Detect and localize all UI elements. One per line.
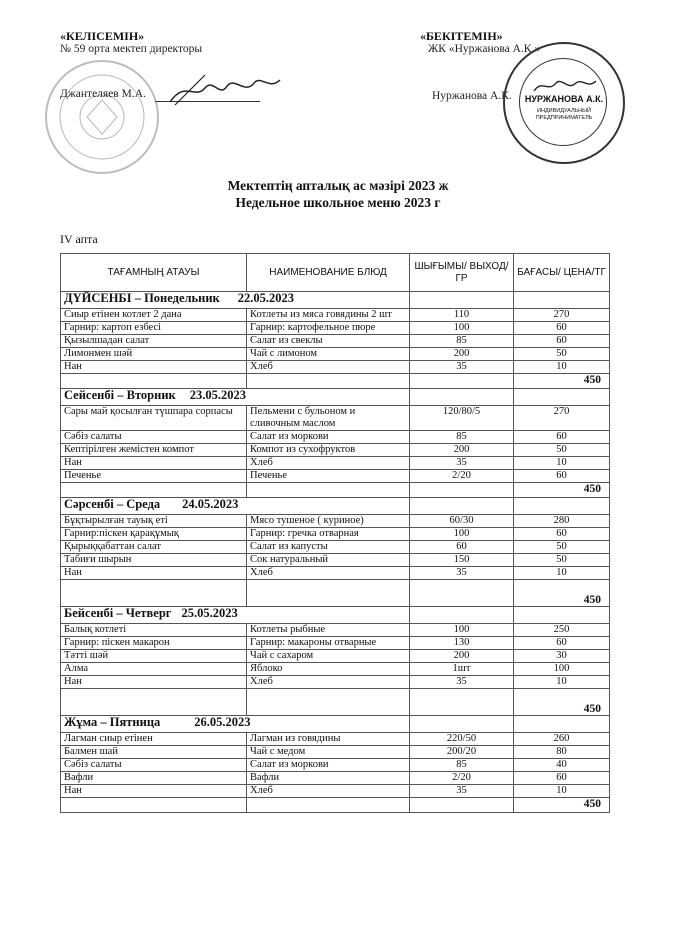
dish-output: 85 xyxy=(410,335,514,348)
table-row xyxy=(61,541,610,554)
signature-right xyxy=(530,75,600,97)
dish-price: 10 xyxy=(514,676,610,689)
table-row xyxy=(61,637,610,650)
dish-output: 200/20 xyxy=(410,746,514,759)
dish-name-kz: Лимонмен шәй xyxy=(61,348,247,361)
dish-output: 220/50 xyxy=(410,733,514,746)
dish-name-kz: Сары май қосылған түшпара сорпасы xyxy=(61,406,247,431)
table-row xyxy=(61,528,610,541)
dish-name-kz: Сәбіз салаты xyxy=(61,759,247,772)
approval-left-title: «КЕЛІСЕМІН» xyxy=(60,29,145,43)
dish-name-ru: Сок натуральный xyxy=(247,554,410,567)
col-header-kz: ТАҒАМНЫҢ АТАУЫ xyxy=(61,254,247,292)
entrepreneur-stamp xyxy=(503,42,625,164)
day-date: 25.05.2023 xyxy=(181,606,238,620)
table-header-row xyxy=(61,254,610,292)
week-label: IV апта xyxy=(60,232,98,246)
dish-price: 80 xyxy=(514,746,610,759)
dish-price: 10 xyxy=(514,785,610,798)
day-name: ДҮЙСЕНБІ – Понедельник xyxy=(64,291,220,305)
dish-output: 150 xyxy=(410,554,514,567)
day-date: 23.05.2023 xyxy=(189,388,246,402)
day-total: 450 xyxy=(514,689,610,716)
dish-price: 60 xyxy=(514,637,610,650)
dish-name-kz: Балмен шай xyxy=(61,746,247,759)
dish-name-ru: Гарнир: картофельное пюре xyxy=(247,322,410,335)
dish-name-ru: Котлеты рыбные xyxy=(247,624,410,637)
day-name: Сейсенбі – Вторник xyxy=(64,388,176,402)
table-row xyxy=(61,567,610,580)
dish-output: 60/30 xyxy=(410,515,514,528)
col-header-ru: НАИМЕНОВАНИЕ БЛЮД xyxy=(247,254,410,292)
table-row xyxy=(61,785,610,798)
dish-name-kz: Тәтті шәй xyxy=(61,650,247,663)
dish-name-ru: Яблоко xyxy=(247,663,410,676)
day-cell xyxy=(61,716,410,733)
table-row xyxy=(61,759,610,772)
dish-output: 85 xyxy=(410,431,514,444)
dish-output: 100 xyxy=(410,528,514,541)
dish-name-ru: Гарнир: гречка отварная xyxy=(247,528,410,541)
day-date: 26.05.2023 xyxy=(194,715,251,729)
dish-output: 200 xyxy=(410,444,514,457)
dish-price: 250 xyxy=(514,624,610,637)
table-row xyxy=(61,746,610,759)
dish-name-kz: Нан xyxy=(61,361,247,374)
approval-right-title: «БЕКІТЕМІН» xyxy=(420,29,503,43)
day-total: 450 xyxy=(514,798,610,813)
dish-name-ru: Чай с медом xyxy=(247,746,410,759)
col-header-output: ШЫҒЫМЫ/ ВЫХОД/ГР xyxy=(410,254,514,292)
table-row xyxy=(61,444,610,457)
table-row xyxy=(61,663,610,676)
dish-name-ru: Пельмени с бульоном и сливочным маслом xyxy=(247,406,410,431)
dish-price: 50 xyxy=(514,554,610,567)
day-total: 450 xyxy=(514,374,610,389)
day-date: 24.05.2023 xyxy=(182,497,239,511)
stamp-name: НУРЖАНОВА А.К. xyxy=(524,94,604,104)
approval-left-name: Джантеляев М.А. xyxy=(60,88,146,100)
dish-output: 200 xyxy=(410,650,514,663)
stamp-role: ИНДИВИДУАЛЬНЫЙ ПРЕДПРИНИМАТЕЛЬ xyxy=(535,108,593,121)
table-row xyxy=(61,650,610,663)
dish-output: 35 xyxy=(410,457,514,470)
dish-price: 10 xyxy=(514,567,610,580)
dish-name-kz: Табиғи шырын xyxy=(61,554,247,567)
dish-price: 60 xyxy=(514,528,610,541)
dish-name-ru: Печенье xyxy=(247,470,410,483)
day-name: Бейсенбі – Четверг xyxy=(64,606,172,620)
menu-title-ru: Недельное школьное меню 2023 г xyxy=(235,195,441,210)
dish-name-kz: Вафли xyxy=(61,772,247,785)
col-header-price: БАҒАСЫ/ ЦЕНА/ТГ xyxy=(514,254,610,292)
table-row xyxy=(61,309,610,322)
table-row xyxy=(61,515,610,528)
table-row xyxy=(61,406,610,431)
dish-output: 35 xyxy=(410,361,514,374)
dish-price: 270 xyxy=(514,309,610,322)
table-row xyxy=(61,361,610,374)
day-total: 450 xyxy=(514,580,610,607)
dish-price: 280 xyxy=(514,515,610,528)
dish-name-kz: Лагман сиыр етінен xyxy=(61,733,247,746)
day-name: Сәрсенбі – Среда xyxy=(64,497,161,511)
dish-name-ru: Вафли xyxy=(247,772,410,785)
day-total: 450 xyxy=(514,483,610,498)
dish-price: 30 xyxy=(514,650,610,663)
approval-right-name: Нуржанова А.К. xyxy=(432,90,512,102)
day-row xyxy=(61,389,610,406)
total-row xyxy=(61,689,610,716)
table-row xyxy=(61,624,610,637)
dish-output: 100 xyxy=(410,624,514,637)
dish-name-ru: Салат из моркови xyxy=(247,759,410,772)
dish-output: 2/20 xyxy=(410,772,514,785)
total-row xyxy=(61,798,610,813)
dish-name-kz: Сиыр етінен котлет 2 дана xyxy=(61,309,247,322)
table-row xyxy=(61,554,610,567)
dish-output: 2/20 xyxy=(410,470,514,483)
dish-name-ru: Хлеб xyxy=(247,567,410,580)
dish-price: 50 xyxy=(514,348,610,361)
dish-name-ru: Салат из капусты xyxy=(247,541,410,554)
dish-name-ru: Хлеб xyxy=(247,676,410,689)
dish-price: 60 xyxy=(514,470,610,483)
dish-name-kz: Қызылшадан салат xyxy=(61,335,247,348)
dish-price: 10 xyxy=(514,361,610,374)
day-row xyxy=(61,292,610,309)
dish-price: 100 xyxy=(514,663,610,676)
dish-name-ru: Чай с лимоном xyxy=(247,348,410,361)
dish-price: 260 xyxy=(514,733,610,746)
dish-name-ru: Котлеты из мяса говядины 2 шт xyxy=(247,309,410,322)
dish-name-ru: Чай с сахаром xyxy=(247,650,410,663)
dish-name-ru: Хлеб xyxy=(247,361,410,374)
table-row xyxy=(61,348,610,361)
total-row xyxy=(61,374,610,389)
dish-price: 50 xyxy=(514,444,610,457)
dish-name-ru: Мясо тушеное ( куриное) xyxy=(247,515,410,528)
dish-name-kz: Нан xyxy=(61,785,247,798)
dish-price: 60 xyxy=(514,335,610,348)
dish-name-kz: Гарнир: картоп езбесі xyxy=(61,322,247,335)
dish-output: 100 xyxy=(410,322,514,335)
dish-name-ru: Лагман из говядины xyxy=(247,733,410,746)
day-cell xyxy=(61,389,410,406)
dish-output: 35 xyxy=(410,567,514,580)
day-row xyxy=(61,716,610,733)
dish-name-ru: Салат из свеклы xyxy=(247,335,410,348)
seal-emblem-icon xyxy=(47,62,157,172)
day-cell xyxy=(61,292,410,309)
dish-name-ru: Хлеб xyxy=(247,785,410,798)
dish-name-kz: Алма xyxy=(61,663,247,676)
dish-output: 110 xyxy=(410,309,514,322)
day-cell xyxy=(61,607,410,624)
dish-price: 40 xyxy=(514,759,610,772)
approval-left-position: № 59 орта мектеп директоры xyxy=(60,43,203,55)
table-row xyxy=(61,733,610,746)
table-row xyxy=(61,470,610,483)
dish-name-kz: Қырыққабаттан салат xyxy=(61,541,247,554)
school-seal-left xyxy=(45,60,159,174)
dish-price: 60 xyxy=(514,431,610,444)
dish-name-kz: Гарнир: піскен макарон xyxy=(61,637,247,650)
dish-name-kz: Печенье xyxy=(61,470,247,483)
dish-name-kz: Кептірілген жемістен компот xyxy=(61,444,247,457)
dish-output: 130 xyxy=(410,637,514,650)
dish-output: 200 xyxy=(410,348,514,361)
day-row xyxy=(61,607,610,624)
dish-output: 1шт xyxy=(410,663,514,676)
dish-name-kz: Нан xyxy=(61,567,247,580)
dish-name-kz: Гарнир:піскен қарақұмық xyxy=(61,528,247,541)
day-cell xyxy=(61,498,410,515)
dish-output: 35 xyxy=(410,676,514,689)
dish-name-kz: Нан xyxy=(61,676,247,689)
dish-price: 60 xyxy=(514,322,610,335)
dish-price: 10 xyxy=(514,457,610,470)
signature-left xyxy=(165,70,285,110)
dish-name-kz: Бұқтырылған тауық еті xyxy=(61,515,247,528)
table-row xyxy=(61,431,610,444)
dish-name-ru: Гарнир: макароны отварные xyxy=(247,637,410,650)
table-row xyxy=(61,335,610,348)
dish-name-kz: Сәбіз салаты xyxy=(61,431,247,444)
dish-price: 270 xyxy=(514,406,610,431)
day-name: Жұма – Пятница xyxy=(64,715,161,729)
dish-name-kz: Балық котлеті xyxy=(61,624,247,637)
total-row xyxy=(61,483,610,498)
dish-output: 85 xyxy=(410,759,514,772)
dish-name-kz: Нан xyxy=(61,457,247,470)
table-row xyxy=(61,457,610,470)
dish-price: 60 xyxy=(514,772,610,785)
day-date: 22.05.2023 xyxy=(237,291,294,305)
table-row xyxy=(61,322,610,335)
day-row xyxy=(61,498,610,515)
approval-right-position: ЖК «Нуржанова А.К.» xyxy=(428,43,541,55)
dish-output: 120/80/5 xyxy=(410,406,514,431)
table-row xyxy=(61,772,610,785)
dish-name-ru: Салат из моркови xyxy=(247,431,410,444)
total-row xyxy=(61,580,610,607)
menu-table xyxy=(60,253,610,813)
dish-price: 50 xyxy=(514,541,610,554)
table-row xyxy=(61,676,610,689)
dish-output: 60 xyxy=(410,541,514,554)
dish-name-ru: Компот из сухофруктов xyxy=(247,444,410,457)
dish-output: 35 xyxy=(410,785,514,798)
menu-title-kz: Мектептің апталық ас мәзірі 2023 ж xyxy=(227,178,449,193)
dish-name-ru: Хлеб xyxy=(247,457,410,470)
